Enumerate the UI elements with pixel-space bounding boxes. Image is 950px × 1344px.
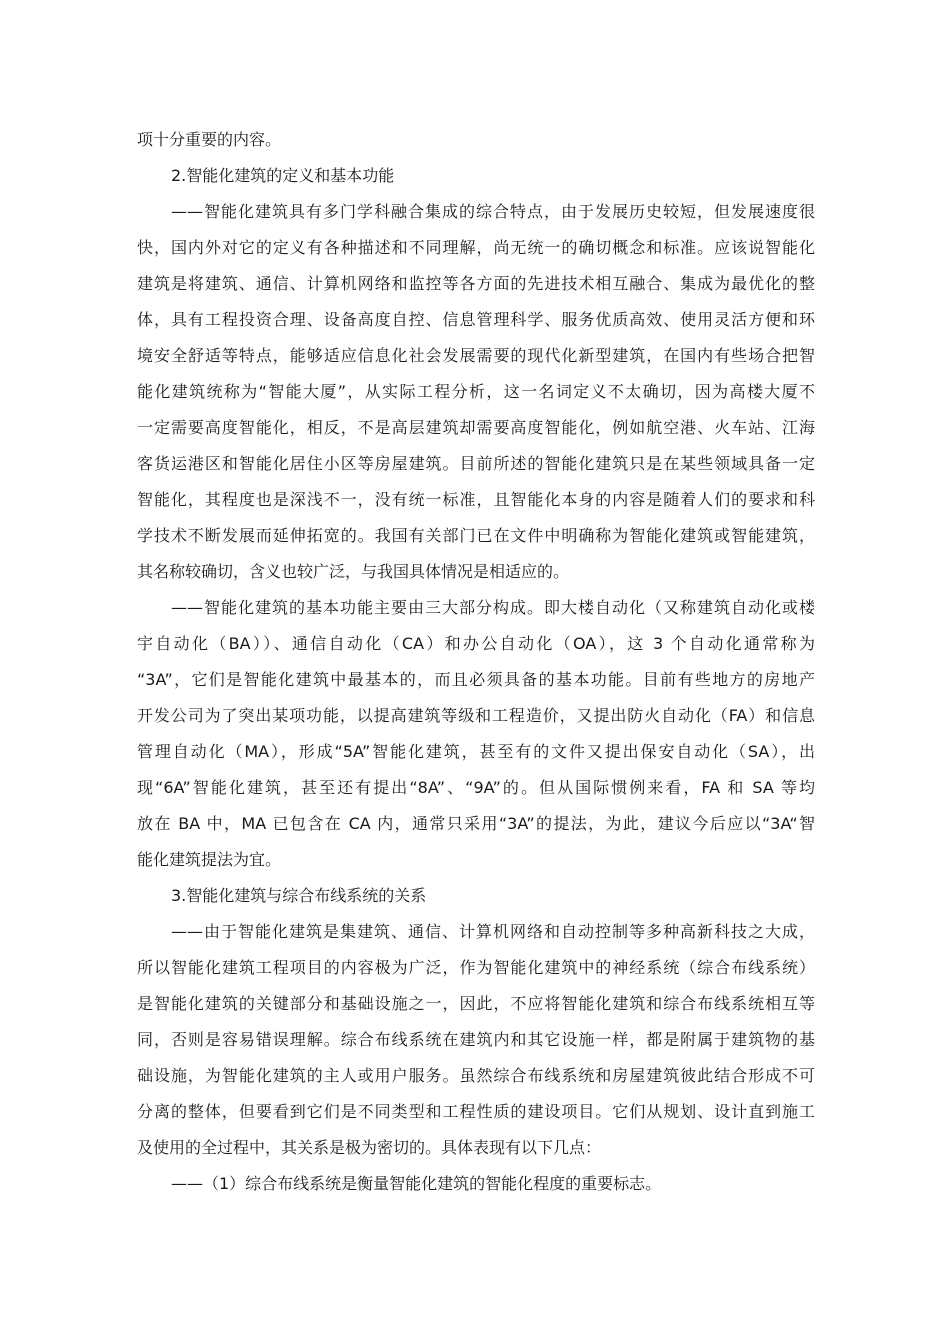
text-line: 及使用的全过程中，其关系是极为密切的。具体表现有以下几点： bbox=[137, 1138, 602, 1157]
text-line: 分离的整体，但要看到它们是不同类型和工程性质的建设项目。它们从规划、设计直到施工 bbox=[137, 1102, 815, 1121]
text-line: 一定需要高度智能化，相反，不是高层建筑却需要高度智能化，例如航空港、火车站、江海 bbox=[137, 418, 815, 437]
text-line: ——（1）综合布线系统是衡量智能化建筑的智能化程度的重要标志。 bbox=[171, 1174, 662, 1193]
text-line: 是智能化建筑的关键部分和基础设施之一，因此，不应将智能化建筑和综合布线系统相互等 bbox=[137, 994, 815, 1013]
text-line: 现“6A”智能化建筑，甚至还有提出“8A”、“9A”的。但从国际惯例来看，FA 和 SA 等均 bbox=[137, 778, 815, 797]
text-line: 建筑是将建筑、通信、计算机网络和监控等各方面的先进技术相互融合、集成为最优化的整 bbox=[137, 274, 815, 293]
text-line: 智能化，其程度也是深浅不一，没有统一标准，且智能化本身的内容是随着人们的要求和科 bbox=[137, 490, 815, 509]
text-line: 宇自动化（BA））、通信自动化（CA）和办公自动化（OA），这 3 个自动化通常称为 bbox=[137, 634, 815, 653]
text-line: 客货运港区和智能化居住小区等房屋建筑。目前所述的智能化建筑只是在某些领域具备一定 bbox=[137, 454, 815, 473]
text-line: 开发公司为了突出某项功能，以提高建筑等级和工程造价，又提出防火自动化（FA）和信息 bbox=[137, 706, 815, 725]
text-line: 所以智能化建筑工程项目的内容极为广泛，作为智能化建筑中的神经系统（综合布线系统） bbox=[137, 958, 815, 977]
text-line: 其名称较确切，含义也较广泛，与我国具体情况是相适应的。 bbox=[137, 562, 570, 581]
text-line: 境安全舒适等特点，能够适应信息化社会发展需要的现代化新型建筑，在国内有些场合把智 bbox=[137, 346, 815, 365]
text-line: 3.智能化建筑与综合布线系统的关系 bbox=[171, 886, 427, 905]
document-page bbox=[137, 126, 815, 1206]
text-line: 能化建筑提法为宜。 bbox=[137, 850, 282, 869]
text-line: ——由于智能化建筑是集建筑、通信、计算机网络和自动控制等多种高新科技之大成， bbox=[171, 922, 815, 941]
text-line: ——智能化建筑的基本功能主要由三大部分构成。即大楼自动化（又称建筑自动化或楼 bbox=[171, 598, 815, 617]
text-line: “3A”，它们是智能化建筑中最基本的，而且必须具备的基本功能。目前有些地方的房地产 bbox=[137, 670, 815, 689]
text-line: 同，否则是容易错误理解。综合布线系统在建筑内和其它设施一样，都是附属于建筑物的基 bbox=[137, 1030, 815, 1049]
text-line: 能化建筑统称为“智能大厦”，从实际工程分析，这一名词定义不太确切，因为高楼大厦不 bbox=[137, 382, 815, 401]
text-line: 2.智能化建筑的定义和基本功能 bbox=[171, 166, 395, 185]
text-line: ——智能化建筑具有多门学科融合集成的综合特点，由于发展历史较短，但发展速度很 bbox=[171, 202, 815, 221]
text-line: 管理自动化（MA），形成“5A”智能化建筑，甚至有的文件又提出保安自动化（SA），出 bbox=[137, 742, 815, 761]
text-line: 学技术不断发展而延伸拓宽的。我国有关部门已在文件中明确称为智能化建筑或智能建筑， bbox=[137, 526, 815, 545]
text-line: 础设施，为智能化建筑的主人或用户服务。虽然综合布线系统和房屋建筑彼此结合形成不可 bbox=[137, 1066, 815, 1085]
text-line: 项十分重要的内容。 bbox=[137, 130, 282, 149]
text-line: 快，国内外对它的定义有各种描述和不同理解，尚无统一的确切概念和标准。应该说智能化 bbox=[137, 238, 815, 257]
text-line: 放在 BA 中，MA 已包含在 CA 内，通常只采用“3A”的提法，为此，建议今后应以“3A“智 bbox=[137, 814, 815, 833]
text-line: 体，具有工程投资合理、设备高度自控、信息管理科学、服务优质高效、使用灵活方便和环 bbox=[137, 310, 815, 329]
